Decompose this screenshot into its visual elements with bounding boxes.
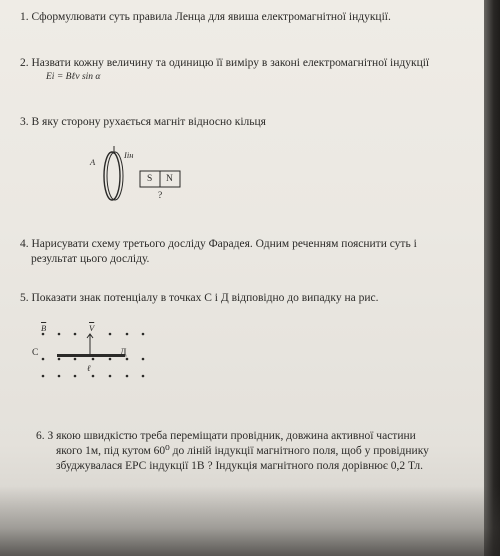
question-6-line-1: 6. З якою швидкістю треба переміщати провідник, довжина активної частини — [36, 430, 416, 442]
ring-label: А — [90, 157, 96, 167]
question-4-line-2: результат цього досліду. — [31, 253, 150, 265]
point-d-label: Д — [120, 348, 127, 358]
question-5: 5. Показати знак потенціалу в точках С і Д відповідно до випадку на рис. — [20, 292, 379, 304]
question-4-line-1: 4. Нарисувати схему третього досліду Фарадея. Одним реченням пояснити суть і — [20, 238, 417, 250]
question-2: 2. Назвати кожну величину та одиницю її виміру в законі електромагнітної індукції — [20, 57, 430, 69]
length-label: ℓ — [87, 363, 91, 373]
magnet-south: S — [147, 174, 153, 184]
question-6-line-2: якого 1м, під кутом 60⁰ до ліній індукції магнітного поля, щоб у провіднику — [56, 445, 429, 457]
page-edge-shadow — [484, 0, 500, 556]
b-field-label: $\overline{B}$ — [41, 323, 47, 333]
velocity-label: $\overline{V}$ — [89, 323, 95, 333]
question-1: 1. Сформулювати суть правила Ленца для явиша електромагнітної індукції. — [20, 11, 391, 23]
question-6-line-3: збуджувалася ЕРС індукції 1В ? Індукція магнітного поля дорівнює 0,2 Тл. — [56, 460, 424, 472]
point-c-label: С — [32, 348, 39, 358]
current-label: Iін — [124, 150, 134, 160]
conductor-field-drawing — [30, 322, 170, 382]
question-3: 3. В яку сторону рухається магніт відносно кільця — [20, 116, 266, 128]
emf-formula: Ei = Bℓv sin α — [46, 72, 101, 82]
ring-magnet-drawing — [80, 146, 200, 206]
question-mark: ? — [158, 191, 163, 201]
magnet-north: N — [166, 174, 173, 184]
